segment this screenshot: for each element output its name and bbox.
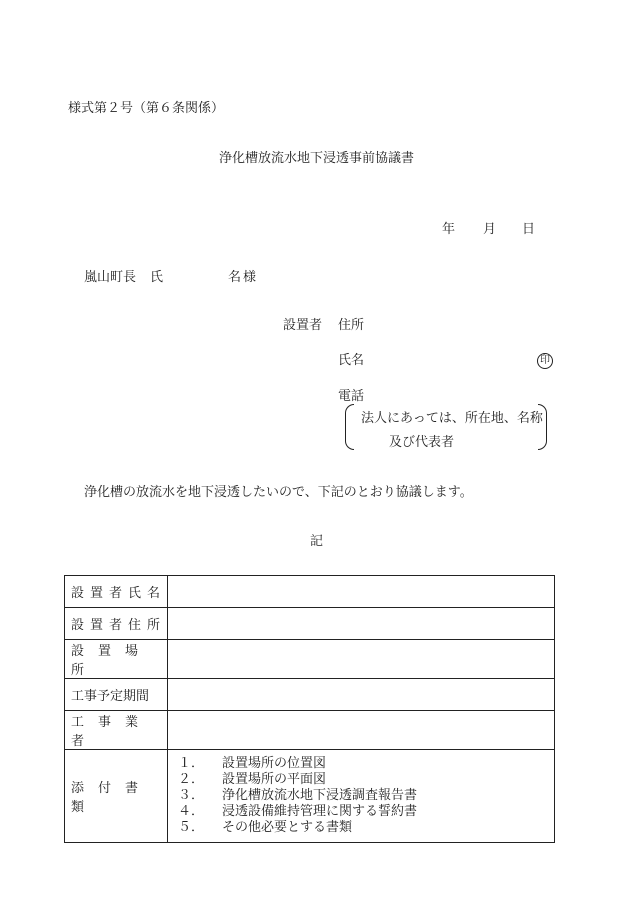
date-day-label: 日 xyxy=(522,222,536,237)
date-year-label: 年 xyxy=(442,222,456,237)
table-row xyxy=(65,608,555,640)
applicant-role-label: 設置者 xyxy=(283,318,323,333)
row-value-installer-address[interactable] xyxy=(168,608,555,640)
list-item: ２． 設置場所の平面図 xyxy=(178,772,327,787)
addressee-name-label: 氏 名 xyxy=(150,270,242,285)
row-value-installer-name[interactable] xyxy=(168,576,555,608)
attachments-list xyxy=(168,756,554,836)
ki-label: 記 xyxy=(310,534,324,549)
applicant-phone-label: 電話 xyxy=(338,389,365,404)
table-row xyxy=(65,640,555,679)
form-number: 様式第２号（第６条関係） xyxy=(68,101,225,116)
table-row xyxy=(65,711,555,750)
table-row xyxy=(65,576,555,608)
row-value-contractor[interactable] xyxy=(168,711,555,750)
date-month-label: 月 xyxy=(483,222,497,237)
list-item: ３． 浄化槽放流水地下浸透調査報告書 xyxy=(178,788,418,803)
applicant-address-label: 住所 xyxy=(338,318,365,333)
applicant-name-label: 氏名 xyxy=(338,353,365,368)
addressee-title: 嵐山町長 xyxy=(84,270,137,285)
row-value-installation-site[interactable] xyxy=(168,640,555,679)
row-label-installation-site: 設置場所 xyxy=(65,640,168,679)
seal-mark: 印 xyxy=(537,353,553,369)
row-label-installer-name: 設置者氏名 xyxy=(65,576,168,608)
row-label-contractor: 工事業者 xyxy=(65,711,168,750)
list-item: １． 設置場所の位置図 xyxy=(178,756,327,771)
corporate-note-line1: 法人にあっては、所在地、名称 xyxy=(361,411,543,426)
addressee-suffix: 様 xyxy=(243,270,257,285)
list-item: ５． その他必要とする書類 xyxy=(178,820,353,835)
note-bracket-left xyxy=(345,404,354,450)
document-title: 浄化槽放流水地下浸透事前協議書 xyxy=(219,151,415,166)
row-value-construction-period[interactable] xyxy=(168,679,555,711)
body-text: 浄化槽の放流水を地下浸透したいので、下記のとおり協議します。 xyxy=(84,485,473,500)
note-bracket-right xyxy=(538,404,547,450)
table-row xyxy=(65,679,555,711)
row-label-attachments: 添付書類 xyxy=(65,750,168,843)
consultation-table xyxy=(64,575,555,843)
table-row xyxy=(65,750,555,843)
list-item: ４． 浸透設備維持管理に関する誓約書 xyxy=(178,804,418,819)
corporate-note-line2: 及び代表者 xyxy=(389,435,455,450)
attachments-cell xyxy=(168,750,555,843)
row-label-construction-period: 工事予定期間 xyxy=(65,679,168,711)
row-label-installer-address: 設置者住所 xyxy=(65,608,168,640)
